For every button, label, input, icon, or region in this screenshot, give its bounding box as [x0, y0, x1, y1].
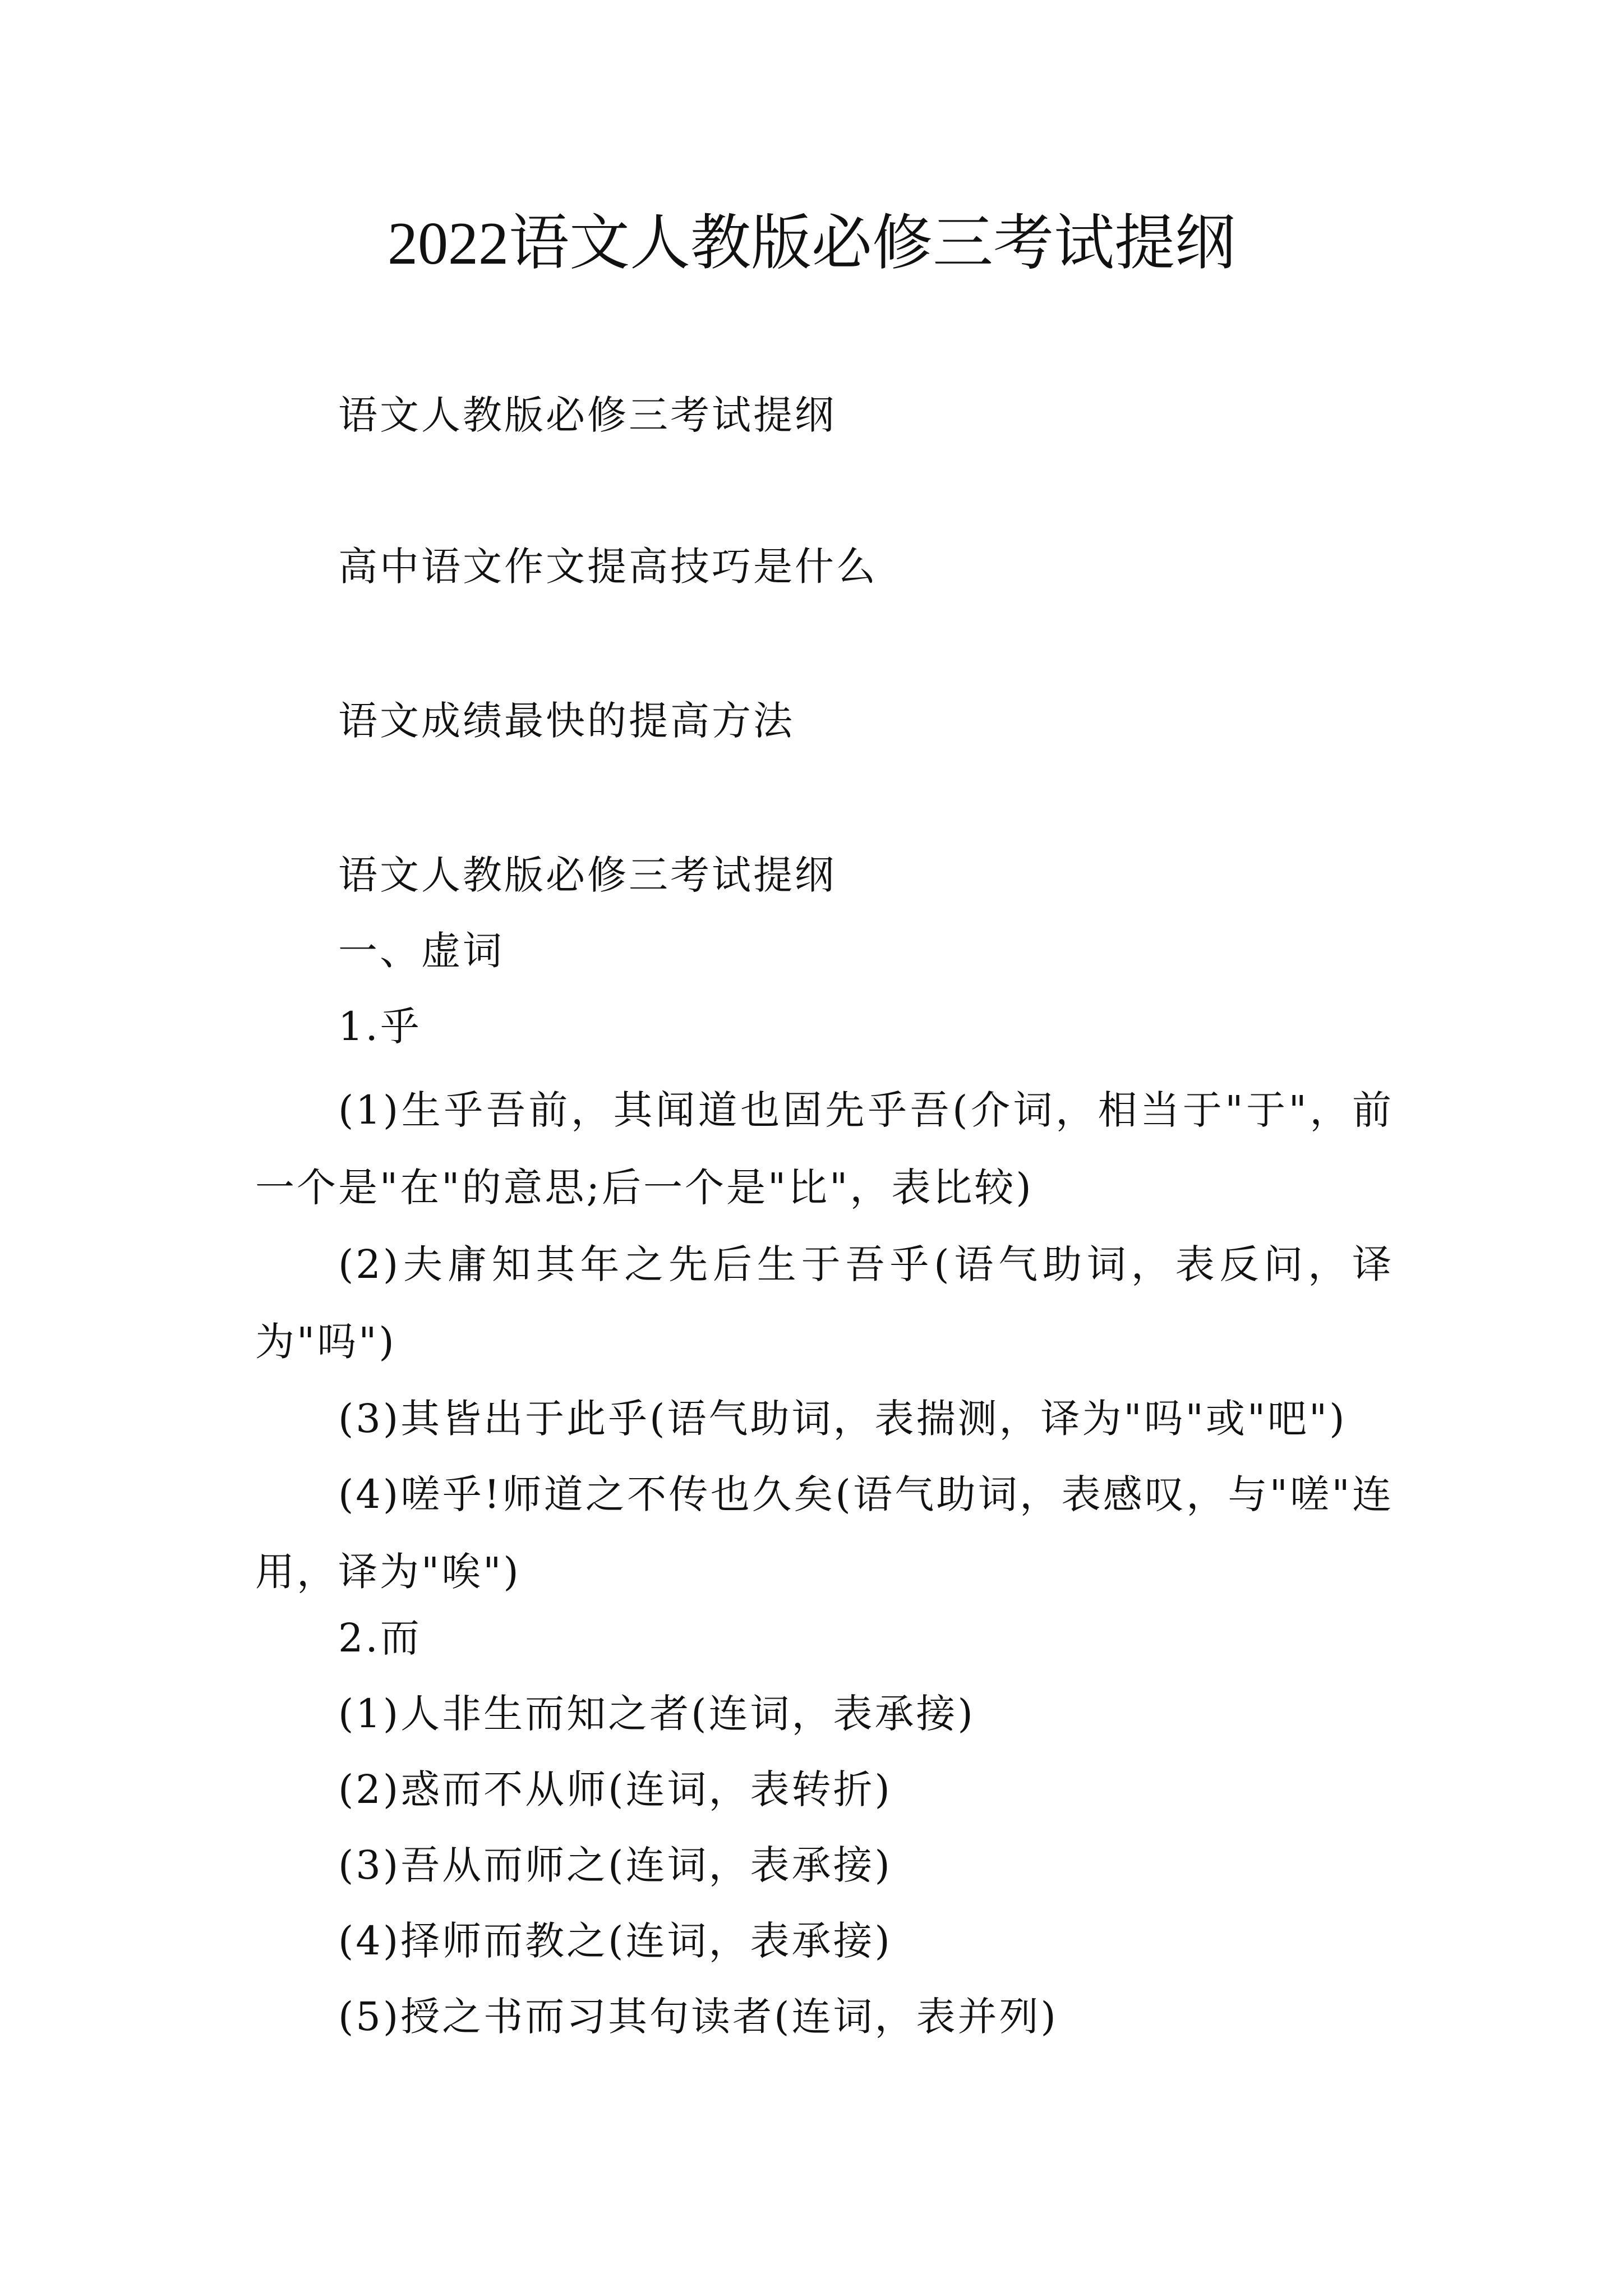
- section-heading: 语文人教版必修三考试提纲: [338, 852, 836, 898]
- example-line: (2)惑而不从师(连词，表转折): [338, 1766, 892, 1812]
- example-line: (1)人非生而知之者(连词，表承接): [338, 1691, 975, 1737]
- toc-item: 高中语文作文提高技巧是什么: [338, 544, 878, 590]
- item-heading: 2.而: [338, 1615, 422, 1661]
- example-line: (3)吾从而师之(连词，表承接): [338, 1842, 892, 1888]
- toc-item: 语文人教版必修三考试提纲: [338, 392, 836, 438]
- example-paragraph: (3)其皆出于此乎(语气助词，表揣测，译为"吗"或"吧"): [338, 1396, 1347, 1442]
- item-heading: 1.乎: [338, 1004, 422, 1050]
- example-paragraph: (2)夫庸知其年之先后生于吾乎(语气助词，表反问，译为"吗"): [255, 1241, 1394, 1365]
- example-paragraph: (1)生乎吾前，其闻道也固先乎吾(介词，相当于"于"，前一个是"在"的意思;后一个是"比"，表比较): [255, 1087, 1394, 1211]
- toc-item: 语文成绩最快的提高方法: [338, 698, 795, 744]
- part-heading: 一、虚词: [338, 928, 504, 974]
- example-line: (4)择师而教之(连词，表承接): [338, 1918, 892, 1964]
- example-paragraph: (4)嗟乎!师道之不传也久矣(语气助词，表感叹，与"嗟"连用，译为"唉"): [255, 1471, 1394, 1595]
- example-line: (5)授之书而习其句读者(连词，表并列): [338, 1994, 1058, 2040]
- document-title: 2022语文人教版必修三考试提纲: [387, 210, 1235, 277]
